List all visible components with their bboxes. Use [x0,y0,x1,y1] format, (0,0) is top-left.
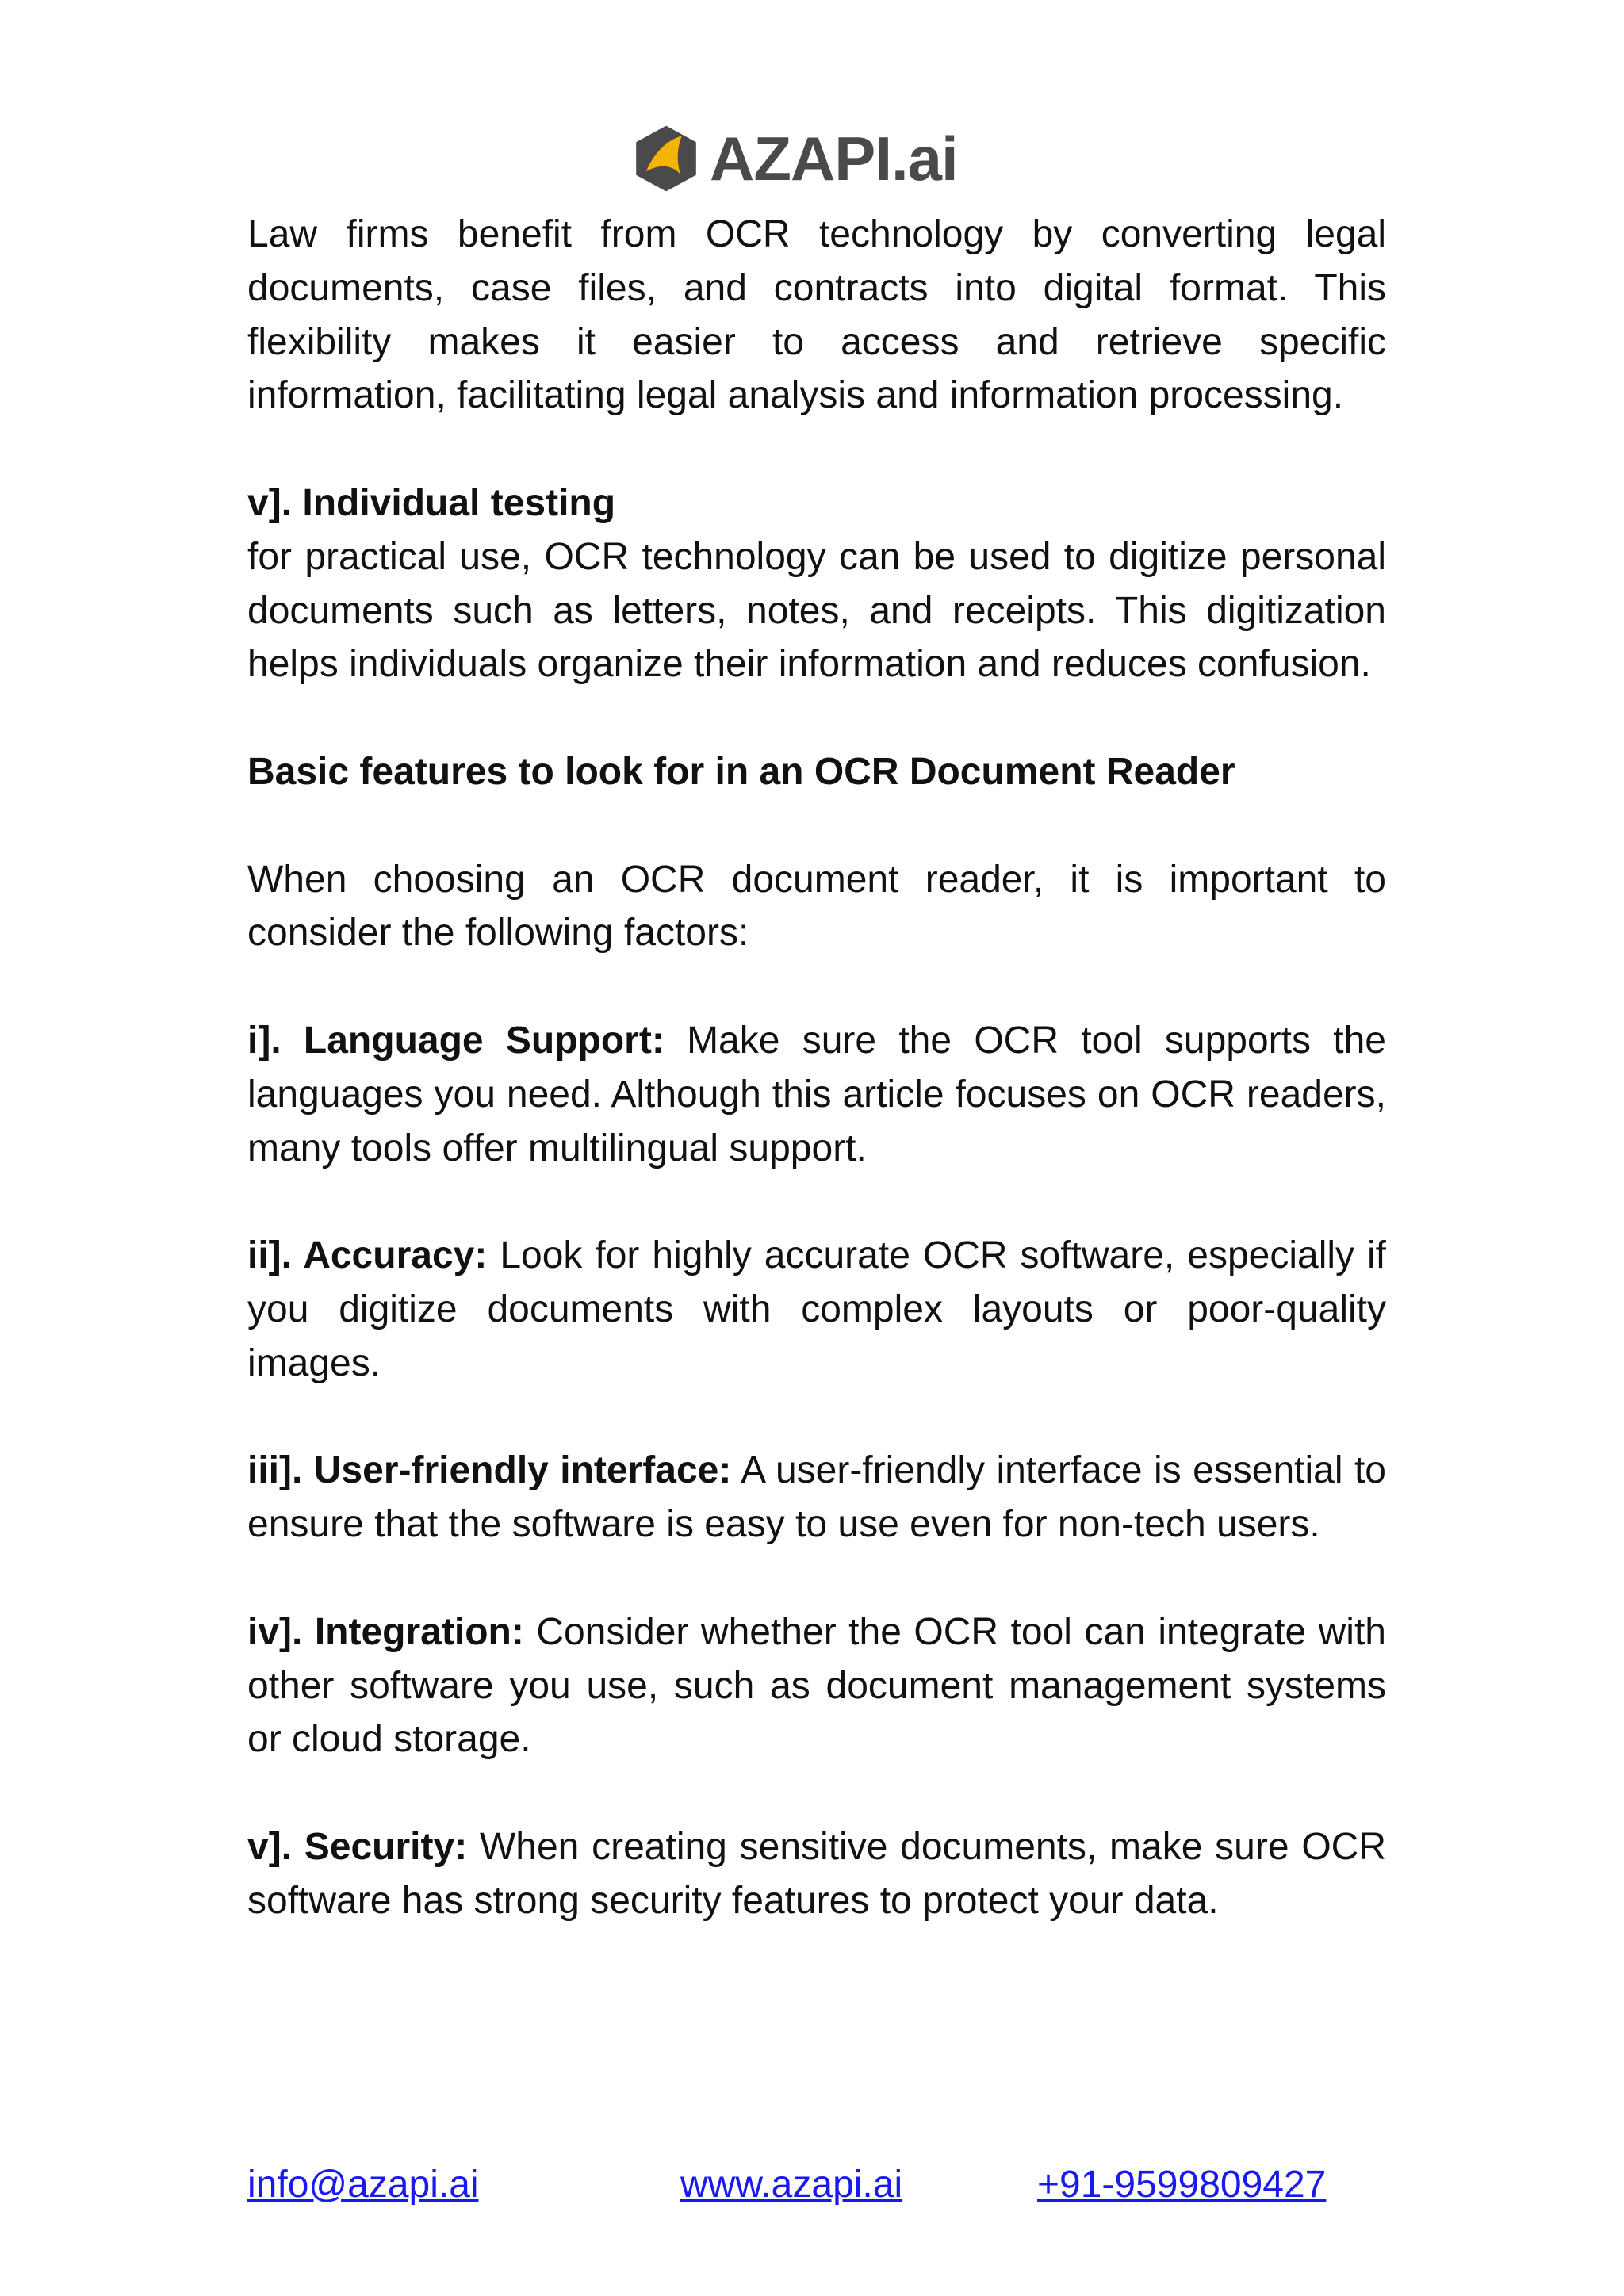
feature-text: Look for highly accurate OCR software, especially if you digitize documents with complex layouts or poor-quality images. [247,1234,1387,1384]
feature-label: ii]. Accuracy: [247,1234,488,1277]
feature-text: Make sure the OCR tool supports the languages you need. Although this article focuses on OCR readers, many tools offer multilingual support. [247,1019,1386,1169]
feature-label: iii]. User-friendly interface: [247,1449,732,1492]
feature-item-integration [247,1605,1386,1766]
feature-item-user-friendly-interface [247,1444,1386,1552]
azapi-logo [630,119,958,198]
section-v-heading: v]. Individual testing [247,481,616,524]
feature-item-security [247,1820,1386,1928]
section-v-paragraph: for practical use, OCR technology can be used to digitize personal documents such as letters, notes, and receipts. This digitization helps individuals organize their information and reduces confusion. [247,535,1386,686]
feature-item-accuracy [247,1229,1386,1390]
feature-text: A user-friendly interface is essential to ensure that the software is easy to use even for non-tech users. [247,1449,1387,1546]
logo-text: AZAPI.ai [710,124,958,193]
hexagon-logo-icon [630,123,702,194]
feature-label: iv]. Integration: [247,1610,524,1653]
features-heading: Basic features to look for in an OCR Document Reader [247,750,1235,793]
website-link[interactable]: www.azapi.ai [680,2164,903,2206]
email-link[interactable]: info@azapi.ai [247,2164,479,2206]
intro-paragraph: Law firms benefit from OCR technology by converting legal documents, case files, and contracts into digital format. This flexibility makes it easier to access and retrieve specific information, facilitating legal analysis and information processing. [247,213,1386,417]
feature-text: Consider whether the OCR tool can integrate with other software you use, such as document management systems or cloud storage. [247,1610,1386,1761]
feature-label: v]. Security: [247,1825,468,1868]
phone-link[interactable]: +91-9599809427 [1037,2164,1327,2206]
feature-item-language-support [247,1014,1386,1175]
features-intro: When choosing an OCR document reader, it is important to consider the following factors: [247,858,1386,955]
feature-text: When creating sensitive documents, make sure OCR software has strong security features to protect your data. [247,1825,1386,1922]
feature-label: i]. Language Support: [247,1019,665,1062]
document-body [247,208,1386,1928]
